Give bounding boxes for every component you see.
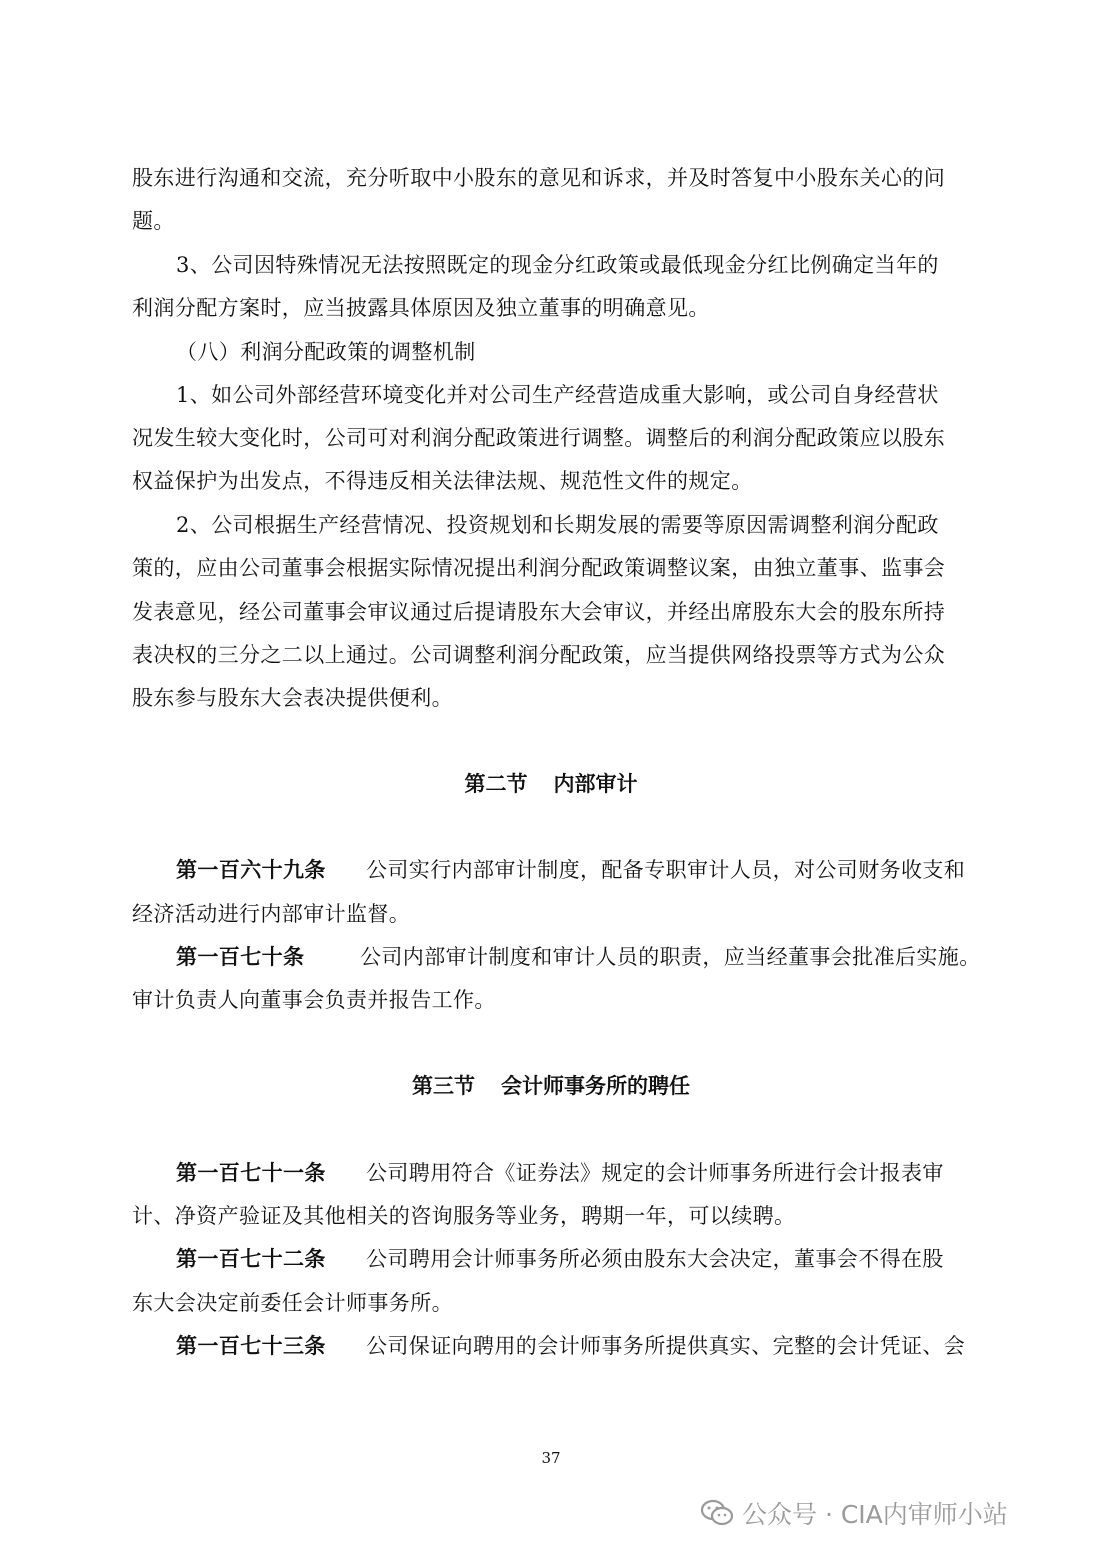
article-text: 公司聘用会计师事务所必须由股东大会决定，董事会不得在股 [366, 1247, 944, 1271]
paragraph-line: 东大会决定前委任会计师事务所。 [132, 1291, 453, 1315]
paragraph-line: 况发生较大变化时，公司可对利润分配政策进行调整。调整后的利润分配政策应以股东 [132, 426, 946, 450]
article-label: 第一百七十一条 [176, 1161, 326, 1185]
paragraph-line: 发表意见，经公司董事会审议通过后提请股东大会审议，并经出席股东大会的股东所持 [132, 600, 946, 624]
paragraph-line: 题。 [132, 209, 175, 233]
paragraph-line: 表决权的三分之二以上通过。公司调整利润分配政策，应当提供网络投票等方式为公众 [132, 643, 946, 667]
article-text: 公司保证向聘用的会计师事务所提供真实、完整的会计凭证、会 [366, 1334, 966, 1358]
paragraph-line: 股东参与股东大会表决提供便利。 [132, 686, 453, 710]
page-number: 37 [541, 1449, 561, 1467]
article-169 [176, 855, 965, 885]
article-173 [176, 1331, 965, 1361]
section-title: 内部审计 [553, 772, 638, 796]
article-172 [176, 1244, 944, 1274]
article-text: 公司实行内部审计制度，配备专职审计人员，对公司财务收支和 [366, 858, 966, 882]
wechat-icon [700, 1498, 734, 1528]
section-heading [0, 769, 1102, 799]
section-title: 会计师事务所的聘任 [501, 1074, 690, 1098]
article-170 [176, 942, 981, 972]
section-heading [0, 1071, 1102, 1101]
paragraph-line: 3、公司因特殊情况无法按照既定的现金分红政策或最低现金分红比例确定当年的 [176, 253, 939, 277]
subheading: （八）利润分配政策的调整机制 [176, 340, 476, 364]
paragraph-line: 2、公司根据生产经营情况、投资规划和长期发展的需要等原因需调整利润分配政 [176, 513, 939, 537]
paragraph-line: 权益保护为出发点，不得违反相关法律法规、规范性文件的规定。 [132, 469, 753, 493]
article-label: 第一百六十九条 [176, 858, 326, 882]
paragraph-line: 策的，应由公司董事会根据实际情况提出利润分配政策调整议案，由独立董事、监事会 [132, 556, 946, 580]
article-label: 第一百七十二条 [176, 1247, 326, 1271]
section-number: 第三节 [412, 1074, 475, 1098]
article-label: 第一百七十条 [176, 945, 305, 969]
paragraph-line: 股东进行沟通和交流，充分听取中小股东的意见和诉求，并及时答复中小股东关心的问 [132, 166, 946, 190]
paragraph-line: 经济活动进行内部审计监督。 [132, 902, 411, 926]
section-number: 第二节 [464, 772, 528, 796]
article-171 [176, 1158, 944, 1188]
article-text: 公司内部审计制度和审计人员的职责，应当经董事会批准后实施。 [360, 945, 981, 969]
article-label: 第一百七十三条 [176, 1334, 326, 1358]
paragraph-line: 利润分配方案时，应当披露具体原因及独立董事的明确意见。 [132, 296, 710, 320]
watermark-text: 公众号 · CIA内审师小站 [742, 1500, 1008, 1529]
article-text: 公司聘用符合《证券法》规定的会计师事务所进行会计报表审 [366, 1161, 944, 1185]
paragraph-line: 1、如公司外部经营环境变化并对公司生产经营造成重大影响，或公司自身经营状 [176, 383, 939, 407]
watermark [700, 1495, 1008, 1531]
paragraph-line: 计、净资产验证及其他相关的咨询服务等业务，聘期一年，可以续聘。 [132, 1204, 796, 1228]
paragraph-line: 审计负责人向董事会负责并报告工作。 [132, 988, 496, 1012]
